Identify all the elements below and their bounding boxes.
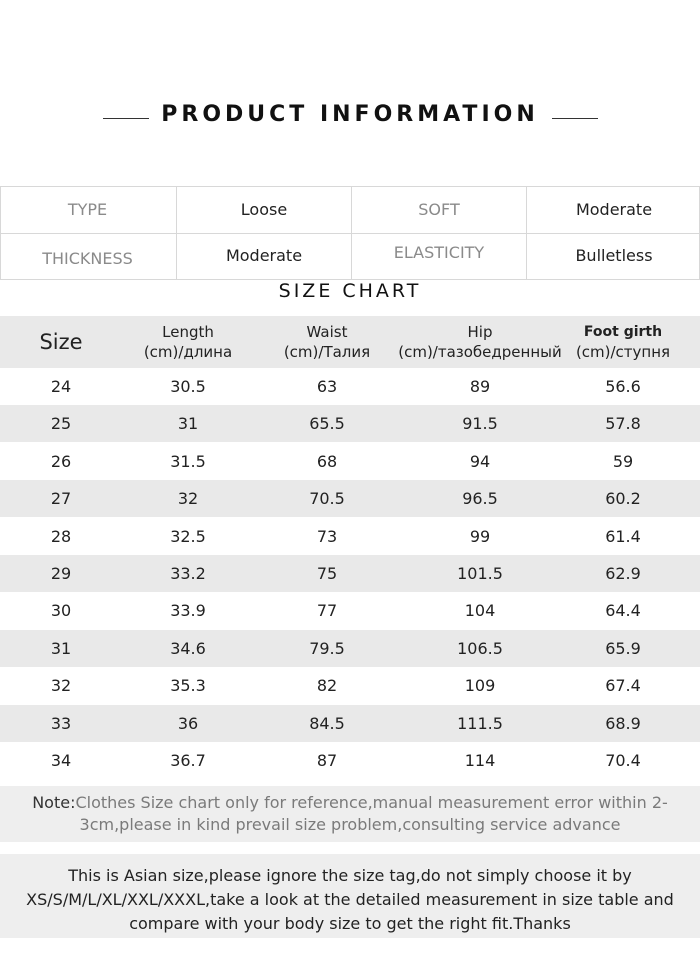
- cell-length: 32.5: [170, 526, 206, 546]
- cell-waist: 65.5: [309, 414, 345, 434]
- cell-waist: 75: [316, 564, 338, 583]
- cell-waist: 68: [316, 451, 338, 471]
- header-foot-girth-label: Foot girth: [583, 324, 663, 340]
- cell-waist: 73: [316, 526, 338, 546]
- header-waist-label: Waist: [306, 323, 348, 341]
- cell-hip: 101.5: [457, 564, 503, 583]
- cell-length: 31.5: [170, 451, 206, 471]
- cell-hip: 111.5: [457, 713, 503, 733]
- table-row: [0, 518, 700, 555]
- cell-size: 24: [50, 377, 72, 396]
- header-foot-girth-unit: (cm)/ступня: [575, 343, 671, 361]
- cell-hip: 91.5: [462, 414, 498, 434]
- cell-waist: 77: [316, 601, 338, 621]
- cell-foot-girth: 64.4: [605, 601, 641, 621]
- product-info-grid: [0, 186, 700, 280]
- header-length-label: Length: [162, 323, 214, 341]
- cell-foot-girth: 67.4: [605, 676, 641, 696]
- header-hip: [392, 316, 568, 368]
- title-divider-right: [552, 118, 598, 119]
- cell-length: 31: [177, 414, 199, 434]
- cell-length: 36: [177, 713, 199, 733]
- table-row: [0, 555, 700, 592]
- header-size: [20, 316, 102, 368]
- page-title: PRODUCT INFORMATION: [161, 102, 539, 127]
- table-row: [0, 667, 700, 704]
- cell-hip: 106.5: [457, 638, 503, 658]
- info-value-type: Loose: [176, 187, 351, 233]
- info-label-thickness: THICKNESS: [42, 249, 133, 268]
- table-row: [0, 368, 700, 405]
- table-row: [0, 630, 700, 667]
- cell-waist: 84.5: [309, 713, 345, 733]
- cell-foot-girth: 61.4: [605, 526, 641, 546]
- cell-length: 33.9: [170, 601, 206, 621]
- table-row: [0, 405, 700, 442]
- table-row: [0, 480, 700, 517]
- cell-foot-girth: 65.9: [605, 638, 641, 658]
- info-value-elasticity: Bulletless: [526, 233, 700, 279]
- table-row: [0, 705, 700, 742]
- header-hip-unit: (cm)/тазобедренный: [398, 343, 562, 361]
- header-foot-girth: [570, 316, 676, 368]
- info-label-elasticity: ELASTICITY: [351, 233, 526, 279]
- cell-foot-girth: 57.8: [605, 414, 641, 434]
- cell-length: 33.2: [170, 564, 206, 583]
- reference-note: [0, 786, 700, 842]
- cell-foot-girth: 62.9: [605, 564, 641, 583]
- cell-size: 32: [50, 676, 72, 696]
- size-chart-title: SIZE CHART: [278, 280, 422, 302]
- cell-length: 30.5: [170, 377, 206, 396]
- cell-foot-girth: 59: [612, 451, 634, 471]
- cell-size: 29: [50, 564, 72, 583]
- cell-hip: 94: [469, 451, 491, 471]
- cell-size: 31: [50, 638, 72, 658]
- cell-size: 28: [50, 526, 72, 546]
- cell-size: 25: [50, 414, 72, 434]
- cell-hip: 104: [464, 601, 496, 621]
- cell-length: 35.3: [170, 676, 206, 696]
- cell-foot-girth: 56.6: [605, 377, 641, 396]
- cell-size: 26: [50, 451, 72, 471]
- cell-foot-girth: 70.4: [605, 751, 641, 770]
- info-row: [0, 187, 700, 234]
- cell-size: 30: [50, 601, 72, 621]
- cell-size: 33: [50, 713, 72, 733]
- info-row: [0, 233, 700, 279]
- header-hip-label: Hip: [467, 323, 493, 341]
- header-length-unit: (cm)/длина: [143, 343, 233, 361]
- header-size-label: Size: [39, 330, 83, 354]
- cell-length: 36.7: [170, 751, 206, 770]
- cell-foot-girth: 60.2: [605, 489, 641, 509]
- cell-hip: 99: [469, 526, 491, 546]
- cell-hip: 114: [464, 751, 496, 770]
- cell-hip: 89: [469, 377, 491, 396]
- header-length: [120, 316, 256, 368]
- table-row: [0, 592, 700, 629]
- note-label: Note:: [32, 793, 76, 812]
- cell-waist: 87: [316, 751, 338, 770]
- cell-length: 32: [177, 489, 199, 509]
- info-value-thickness: Moderate: [176, 233, 351, 279]
- cell-waist: 82: [316, 676, 338, 696]
- cell-hip: 96.5: [462, 489, 498, 509]
- cell-waist: 63: [316, 377, 338, 396]
- cell-length: 34.6: [170, 638, 206, 658]
- cell-hip: 109: [464, 676, 496, 696]
- cell-waist: 79.5: [309, 638, 345, 658]
- cell-foot-girth: 68.9: [605, 713, 641, 733]
- note-text: Clothes Size chart only for reference,manual measurement error within 2-3cm,please in kind prevail size problem,consulting service advance: [75, 793, 668, 834]
- header-waist: [262, 316, 392, 368]
- cell-waist: 70.5: [309, 489, 345, 509]
- info-label-soft: SOFT: [351, 187, 526, 233]
- product-info-heading: [0, 100, 700, 136]
- table-row: [0, 742, 700, 779]
- header-waist-unit: (cm)/Талия: [283, 343, 371, 361]
- cell-size: 27: [50, 489, 72, 509]
- size-chart-header: [0, 316, 700, 368]
- info-value-soft: Moderate: [526, 187, 700, 233]
- asian-size-notice: This is Asian size,please ignore the size tag,do not simply choose it by XS/S/M/L/XL/XXL/XXXL,take a look at the detailed measurement in size table and compare with your body size to get the right fit.Thanks: [0, 854, 700, 938]
- info-label-type: TYPE: [67, 200, 108, 219]
- table-row: [0, 443, 700, 480]
- cell-size: 34: [50, 751, 72, 770]
